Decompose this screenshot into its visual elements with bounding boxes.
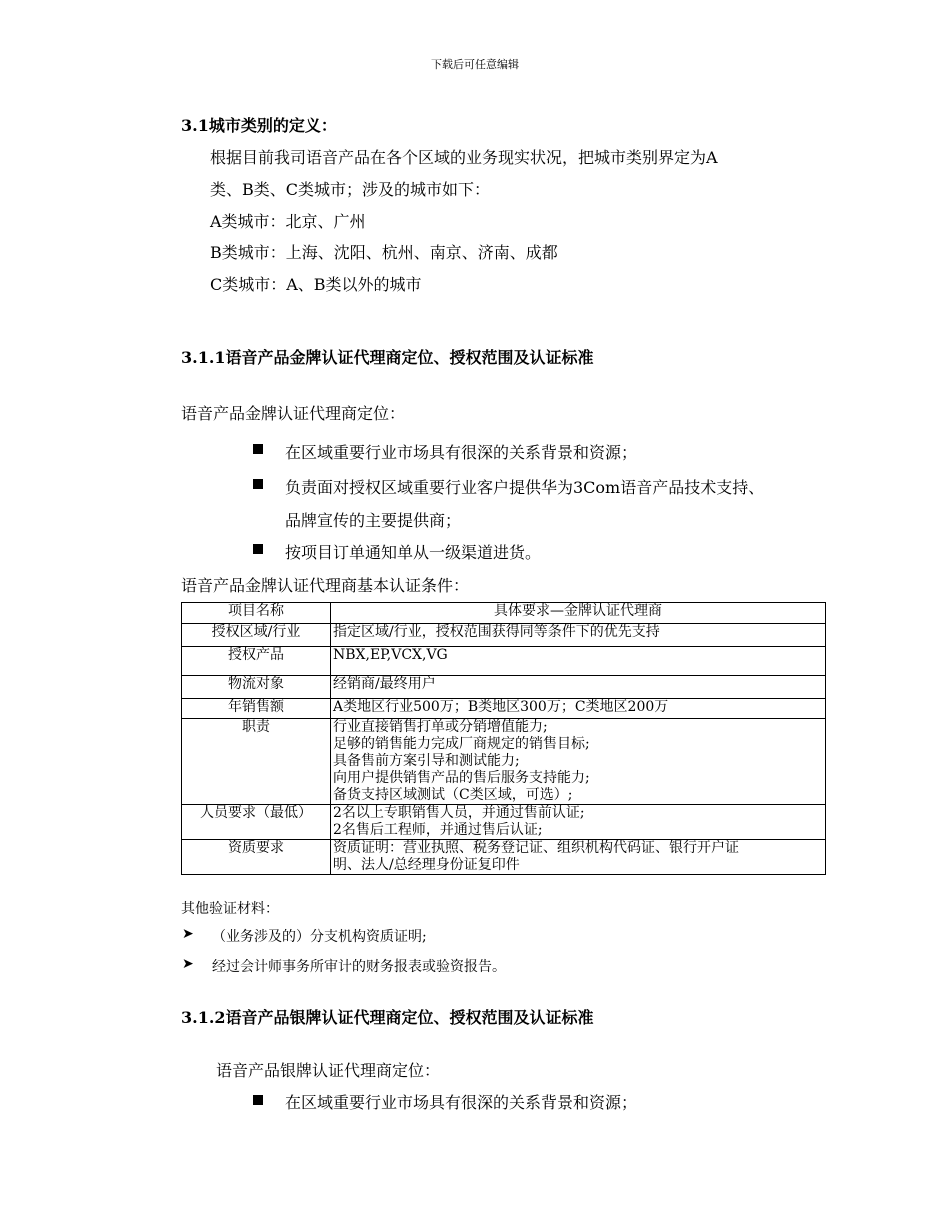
value-line: 经销商/最终用户 [333,676,436,692]
silver-position-label: 语音产品银牌认证代理商定位： [216,1061,441,1080]
row-name: 年销售额 [182,699,331,719]
bullet-square-icon [253,479,263,489]
table-header-cell: 具体要求—金牌认证代理商 [331,603,826,624]
silver-bullet-1: 在区域重要行业市场具有很深的关系背景和资源； [285,1093,638,1112]
row-value [331,840,826,875]
row-value [331,805,826,840]
gold-bullet-2: 负责面对授权区域重要行业客户提供华为3Com语音产品技术支持、 [285,478,765,497]
value-line: 资质证明：营业执照、税务登记证、组织机构代码证、银行开户证 [333,840,739,856]
value-line: 指定区域/行业，授权范围获得同等条件下的优先支持 [333,624,660,640]
other-material-2: 经过会计师事务所审计的财务报表或验资报告。 [212,959,506,975]
section-3-1-1-title: 3.1.1语音产品金牌认证代理商定位、授权范围及认证标准 [181,348,594,367]
table-row [182,840,826,875]
gold-bullet-1: 在区域重要行业市场具有很深的关系背景和资源； [285,443,638,462]
section-3-1-line2: 类、B类、C类城市；涉及的城市如下： [210,180,491,199]
row-value [331,624,826,647]
section-3-1-title: 3.1城市类别的定义： [181,116,337,135]
section-3-1-line1: 根据目前我司语音产品在各个区域的业务现实状况，把城市类别界定为A [210,148,718,167]
value-line: 具备售前方案引导和测试能力; [333,753,520,769]
row-value [331,719,826,805]
arrow-bullet-icon: ➤ [182,956,194,972]
row-value [331,699,826,719]
table-row [182,676,826,699]
gold-bullet-3: 按项目订单通知单从一级渠道进货。 [285,543,542,562]
row-name: 授权产品 [182,647,331,676]
table-row [182,624,826,647]
value-line: 2名售后工程师，并通过售后认证; [333,822,543,838]
table-row [182,699,826,719]
value-line: 足够的销售能力完成厂商规定的销售目标; [333,736,590,752]
gold-bullet-2-cont: 品牌宣传的主要提供商； [285,511,462,530]
gold-conditions-label: 语音产品金牌认证代理商基本认证条件： [181,576,470,595]
arrow-bullet-icon: ➤ [182,926,194,942]
section-3-1-2-title: 3.1.2语音产品银牌认证代理商定位、授权范围及认证标准 [181,1008,594,1027]
gold-requirements-table [181,602,826,875]
city-b-line: B类城市：上海、沈阳、杭州、南京、济南、成都 [210,243,558,262]
table-row [182,805,826,840]
value-line: 向用户提供销售产品的售后服务支持能力; [333,770,590,786]
city-a-line: A类城市：北京、广州 [210,212,366,231]
row-value [331,647,826,676]
row-name: 人员要求（最低） [182,805,331,840]
gold-position-label: 语音产品金牌认证代理商定位： [181,404,406,423]
table-header-row [182,603,826,624]
city-c-line: C类城市：A、B类以外的城市 [210,275,422,294]
bullet-square-icon [253,544,263,554]
value-line: A类地区行业500万；B类地区300万；C类地区200万 [333,699,669,715]
row-name: 职责 [182,719,331,805]
row-name: 授权区域/行业 [182,624,331,647]
row-name: 物流对象 [182,676,331,699]
value-line: 明、法人/总经理身份证复印件 [333,857,520,873]
row-value [331,676,826,699]
other-material-1: （业务涉及的）分支机构资质证明; [212,929,427,945]
value-line: 2名以上专职销售人员，并通过售前认证; [333,805,585,821]
table-row [182,719,826,805]
bullet-square-icon [253,444,263,454]
bullet-square-icon [253,1095,263,1105]
value-line: 行业直接销售打单或分销增值能力; [333,719,548,735]
value-line: 备货支持区域测试（C类区域，可选）; [333,787,573,803]
table-header-cell: 项目名称 [182,603,331,624]
page-header: 下载后可任意编辑 [431,58,519,71]
value-line: NBX,EP,VCX,VG [333,647,448,663]
other-materials-label: 其他验证材料： [181,901,279,917]
row-name: 资质要求 [182,840,331,875]
table-row [182,647,826,676]
